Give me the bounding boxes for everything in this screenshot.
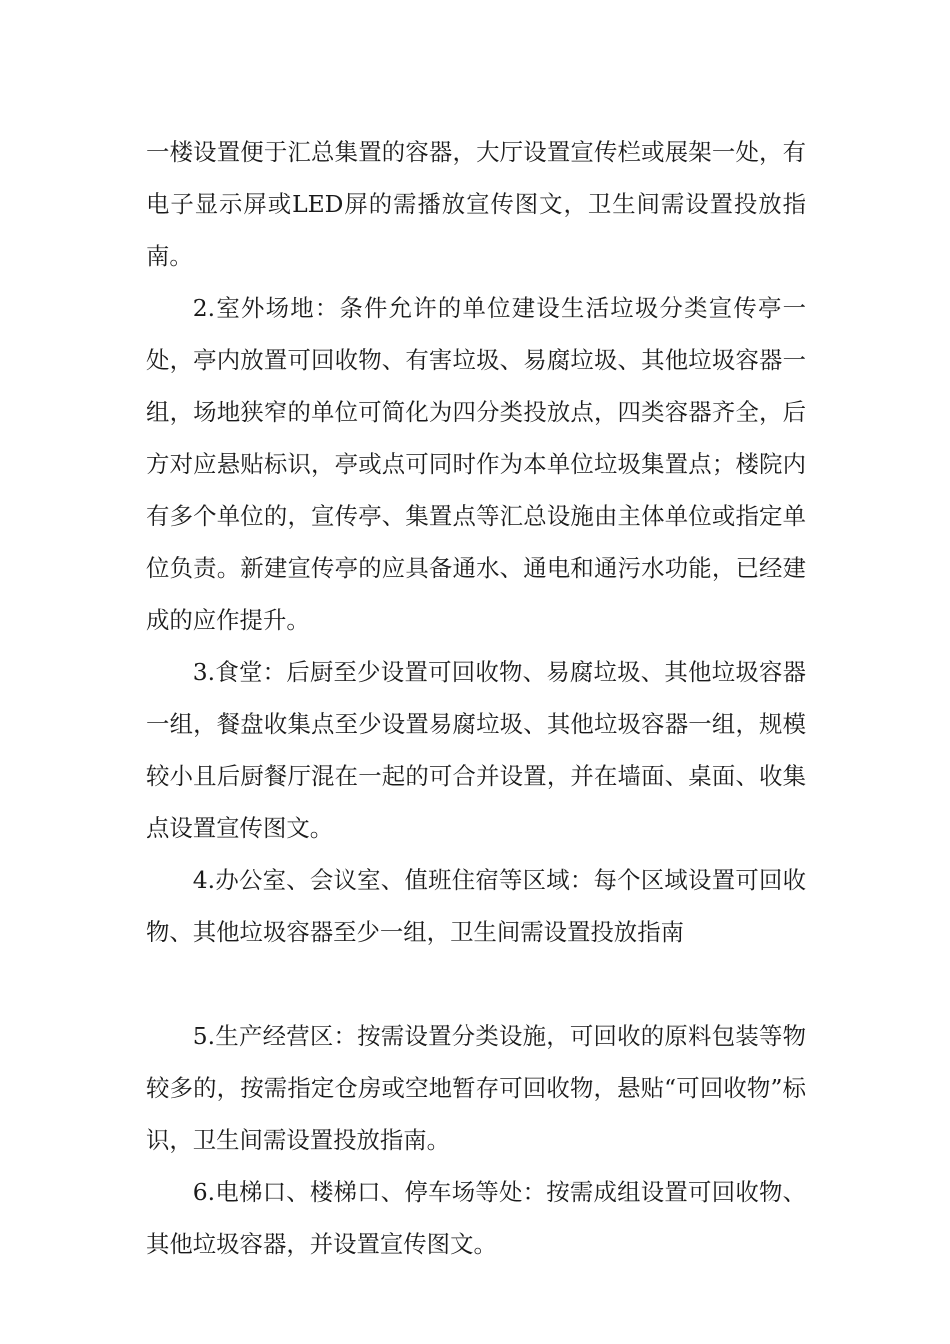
paragraph-production-area: 5.生产经营区：按需设置分类设施，可回收的原料包装等物较多的，按需指定仓房或空地暂存可回收物，悬贴“可回收物”标识，卫生间需设置投放指南。	[146, 1022, 806, 1154]
paragraph-office-areas: 4.办公室、会议室、值班住宿等区域：每个区域设置可回收物、其他垃圾容器至少一组，卫生间需设置投放指南	[146, 866, 806, 946]
document-body	[146, 126, 806, 1270]
paragraph-outdoor-site: 2.室外场地：条件允许的单位建设生活垃圾分类宣传亭一处，亭内放置可回收物、有害垃圾、易腐垃圾、其他垃圾容器一组，场地狭窄的单位可简化为四分类投放点，四类容器齐全，后方对应悬贴标识，亭或点可同时作为本单位垃圾集置点；楼院内有多个单位的，宣传亭、集置点等汇总设施由主体单位或指定单位负责。新建宣传亭的应具备通水、通电和通污水功能，已经建成的应作提升。	[146, 294, 806, 634]
paragraph-canteen: 3.食堂：后厨至少设置可回收物、易腐垃圾、其他垃圾容器一组，餐盘收集点至少设置易腐垃圾、其他垃圾容器一组，规模较小且后厨餐厅混在一起的可合并设置，并在墙面、桌面、收集点设置宣传图文。	[146, 658, 806, 842]
paragraph-elevator-stairs-parking: 6.电梯口、楼梯口、停车场等处：按需成组设置可回收物、其他垃圾容器，并设置宣传图文。	[146, 1178, 806, 1258]
paragraph-continued: 一楼设置便于汇总集置的容器，大厅设置宣传栏或展架一处，有电子显示屏或LED屏的需播放宣传图文，卫生间需设置投放指南。	[146, 138, 806, 270]
